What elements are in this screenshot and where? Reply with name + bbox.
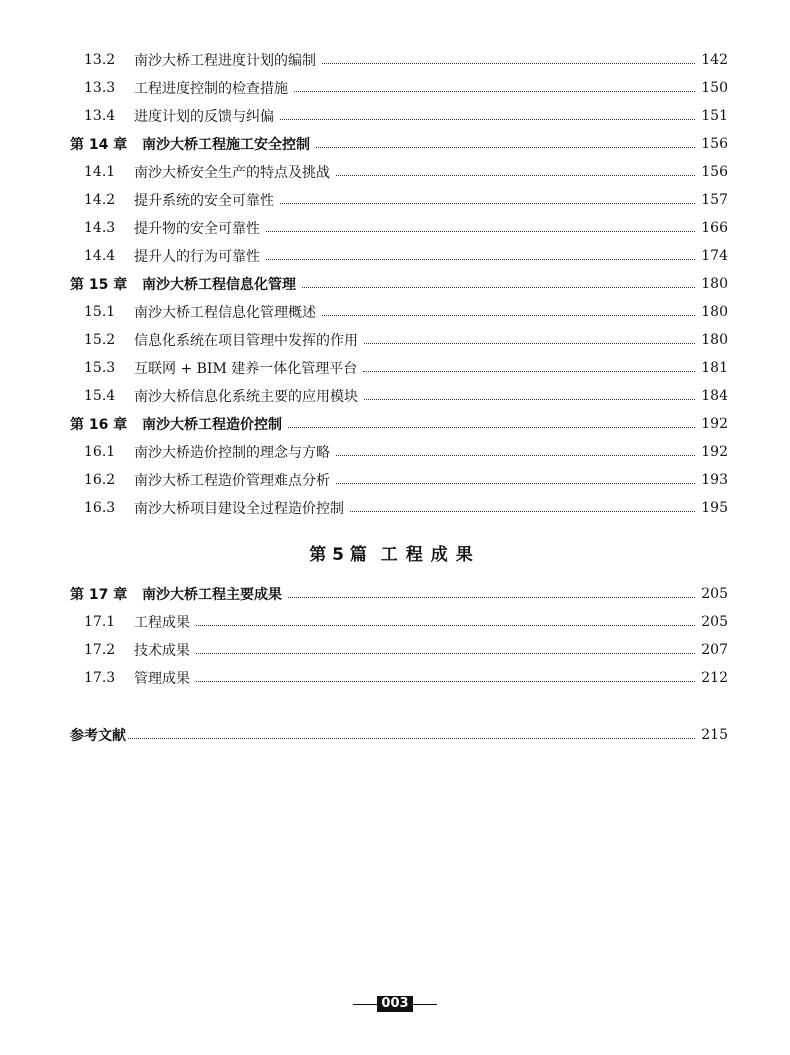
dot-leader	[196, 681, 695, 682]
toc-section-row[interactable]	[84, 466, 728, 494]
toc-section-row[interactable]	[84, 214, 728, 242]
toc-entry-number: 第 17 章	[70, 587, 128, 603]
toc-entry-page: 157	[701, 192, 728, 208]
toc-section-row[interactable]	[84, 326, 728, 354]
toc-entry-number: 15.4	[84, 388, 116, 404]
toc-entry-title: 提升系统的安全可靠性	[134, 193, 274, 209]
toc-entry-page: 151	[701, 108, 728, 124]
toc-entry-number: 16.1	[84, 444, 116, 460]
toc-entry-title: 技术成果	[134, 643, 190, 659]
toc-entry-title: 南沙大桥项目建设全过程造价控制	[134, 501, 344, 517]
dot-leader	[336, 175, 695, 176]
toc-entry-title: 南沙大桥工程信息化管理概述	[134, 305, 316, 321]
page-footer	[0, 995, 790, 1013]
toc-entry-number: 16.3	[84, 500, 116, 516]
toc-entry-number: 14.2	[84, 192, 116, 208]
toc-entry-title: 工程进度控制的检查措施	[134, 81, 288, 97]
toc-entry-page: 184	[701, 388, 728, 404]
toc-entry-page: 181	[701, 360, 728, 376]
toc-entry-page: 215	[701, 727, 728, 743]
toc-section-row[interactable]	[84, 74, 728, 102]
toc-entry-page: 192	[701, 416, 728, 432]
toc-entry-number: 17.2	[84, 642, 116, 658]
toc-entry-page: 180	[701, 304, 728, 320]
toc-entry-title: 提升人的行为可靠性	[134, 249, 260, 265]
dot-leader	[364, 343, 695, 344]
toc-chapter-row[interactable]	[70, 580, 728, 608]
toc-entry-page: 205	[701, 614, 728, 630]
toc-section-row[interactable]	[84, 438, 728, 466]
toc-entry-title: 管理成果	[134, 671, 190, 687]
toc-entry-number: 第 15 章	[70, 277, 128, 293]
toc-entry-number: 13.2	[84, 52, 116, 68]
dot-leader	[336, 483, 695, 484]
toc-entry-page: 212	[701, 670, 728, 686]
toc-entry-page: 192	[701, 444, 728, 460]
toc-entry-page: 150	[701, 80, 728, 96]
toc-section-row[interactable]	[84, 298, 728, 326]
toc-entry-number: 13.3	[84, 80, 116, 96]
toc-entry-number: 17.3	[84, 670, 116, 686]
toc-section-row[interactable]	[84, 608, 728, 636]
toc-entry-number: 16.2	[84, 472, 116, 488]
part-title: 工程成果	[380, 545, 481, 565]
toc-section-row[interactable]	[84, 242, 728, 270]
toc-entry-title: 南沙大桥信息化系统主要的应用模块	[134, 389, 358, 405]
page-number: 003	[377, 996, 412, 1012]
dot-leader	[196, 653, 695, 654]
toc-section-row[interactable]	[84, 186, 728, 214]
toc-entry-number: 15.2	[84, 332, 116, 348]
toc-entry-number: 17.1	[84, 614, 116, 630]
toc-entry-title: 信息化系统在项目管理中发挥的作用	[134, 333, 358, 349]
dot-leader	[294, 91, 695, 92]
toc-entry-number: 15.1	[84, 304, 116, 320]
toc-entry-number: 第 16 章	[70, 417, 128, 433]
toc-entry-number: 14.3	[84, 220, 116, 236]
toc-entry-title: 参考文献	[70, 728, 126, 744]
dot-leader	[322, 63, 695, 64]
toc-entry-page: 156	[701, 164, 728, 180]
dot-leader	[322, 315, 695, 316]
toc-section-row[interactable]	[84, 636, 728, 664]
dot-leader	[280, 119, 695, 120]
toc-entry-number: 第 14 章	[70, 137, 128, 153]
toc-entry-page: 207	[701, 642, 728, 658]
dot-leader	[316, 147, 695, 148]
toc-entry-title: 提升物的安全可靠性	[134, 221, 260, 237]
toc-section-row[interactable]	[84, 494, 728, 522]
dot-leader	[350, 511, 695, 512]
toc-entry-number: 14.4	[84, 248, 116, 264]
toc-entry-title: 南沙大桥安全生产的特点及挑战	[134, 165, 330, 181]
toc-entry-page: 180	[701, 276, 728, 292]
dot-leader	[302, 287, 695, 288]
toc-entry-title: 南沙大桥工程造价控制	[142, 417, 282, 433]
toc-section-row[interactable]	[84, 382, 728, 410]
dot-leader	[364, 399, 695, 400]
toc-entry-title: 互联网 + BIM 建养一体化管理平台	[134, 361, 358, 377]
toc-entry-title: 南沙大桥工程施工安全控制	[142, 137, 310, 153]
toc-references-row[interactable]	[70, 721, 728, 749]
dot-leader	[280, 203, 695, 204]
toc-entry-page: 166	[701, 220, 728, 236]
toc-entry-title: 南沙大桥工程造价管理难点分析	[134, 473, 330, 489]
toc-entry-title: 南沙大桥造价控制的理念与方略	[134, 445, 330, 461]
toc-entry-number: 15.3	[84, 360, 116, 376]
toc-entry-page: 205	[701, 586, 728, 602]
part-label: 第 5 篇	[309, 545, 367, 565]
toc-section-row[interactable]	[84, 664, 728, 692]
toc-section-row[interactable]	[84, 158, 728, 186]
toc-entry-page: 174	[701, 248, 728, 264]
toc-entry-page: 195	[701, 500, 728, 516]
toc-entry-page: 156	[701, 136, 728, 152]
toc-section-row[interactable]	[84, 46, 728, 74]
dot-leader	[266, 231, 695, 232]
toc-chapter-row[interactable]	[70, 270, 728, 298]
toc-section-row[interactable]	[84, 354, 728, 382]
toc-chapter-row[interactable]	[70, 410, 728, 438]
toc-entry-page: 193	[701, 472, 728, 488]
toc-section-row[interactable]	[84, 102, 728, 130]
toc-entry-number: 14.1	[84, 164, 116, 180]
toc-entry-title: 进度计划的反馈与纠偏	[134, 109, 274, 125]
dot-leader	[196, 625, 695, 626]
part-heading	[0, 540, 790, 565]
dot-leader	[128, 738, 695, 739]
dot-leader	[363, 371, 695, 372]
dot-leader	[288, 427, 695, 428]
dot-leader	[336, 455, 695, 456]
toc-entry-title: 工程成果	[134, 615, 190, 631]
toc-entry-title: 南沙大桥工程信息化管理	[142, 277, 296, 293]
dot-leader	[288, 597, 695, 598]
toc-entry-title: 南沙大桥工程主要成果	[142, 587, 282, 603]
toc-entry-number: 13.4	[84, 108, 116, 124]
toc-entry-title: 南沙大桥工程进度计划的编制	[134, 53, 316, 69]
toc-entry-page: 180	[701, 332, 728, 348]
footer-rule-right	[413, 1004, 437, 1005]
toc-chapter-row[interactable]	[70, 130, 728, 158]
toc-entry-page: 142	[701, 52, 728, 68]
footer-rule-left	[353, 1004, 377, 1005]
dot-leader	[266, 259, 695, 260]
